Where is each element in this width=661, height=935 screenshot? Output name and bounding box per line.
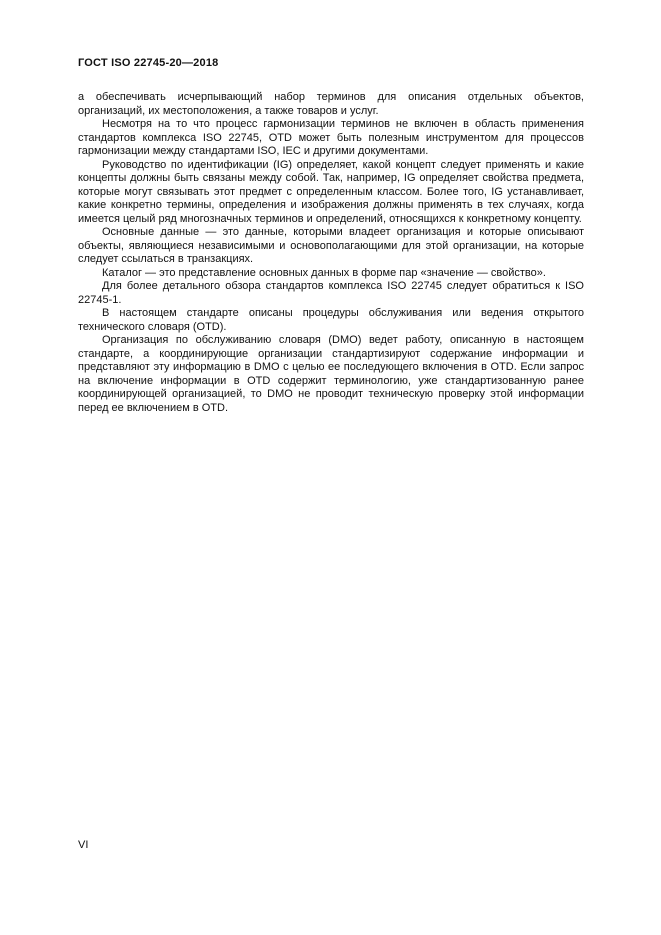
paragraph: Для более детального обзора стандартов комплекса ISO 22745 следует обратиться к ISO 22745-1.	[78, 280, 584, 306]
paragraph-continuation: а обеспечивать исчерпывающий набор терминов для описания отдельных объектов, организаций, их местоположения, а также товаров и услуг.	[78, 91, 584, 117]
paragraph: Несмотря на то что процесс гармонизации терминов не включен в область применения стандартов комплекса ISO 22745, OTD может быть полезным инструментом для процессов гармонизации между стандартами ISO, IEC и другими документами.	[78, 118, 584, 157]
paragraph: Руководство по идентификации (IG) определяет, какой концепт следует применять и какие концепты должны быть связаны между собой. Так, например, IG определяет свойства предмета, которые могут связывать этот предмет с определенным классом. Более того, IG устанавливает, какие конкретно термины, определения и изображения должны применять в тех случаях, когда имеется целый ряд многозначных терминов и определений, относящихся к конкретному концепту.	[78, 158, 584, 225]
paragraph: В настоящем стандарте описаны процедуры обслуживания или ведения открытого технического словаря (OTD).	[78, 307, 584, 333]
paragraph: Основные данные — это данные, которыми владеет организация и которые описывают объекты, являющиеся независимыми и основополагающими для этой организации, на которые следует ссылаться в транзакциях.	[78, 226, 584, 265]
document-header-standard-number: ГОСТ ISO 22745-20—2018	[78, 57, 219, 69]
paragraph: Организация по обслуживанию словаря (DMO) ведет работу, описанную в настоящем стандарте, а координирующие организации стандартизируют содержание информации и представляют эту информацию в DMO с целью ее последующего включения в OTD. Если запрос на включение информации в OTD содержит терминологию, уже стандартизованную ранее координирующей организацией, то DMO не проводит техническую проверку этой информации перед ее включением в OTD.	[78, 334, 584, 414]
document-body	[78, 91, 584, 415]
paragraph: Каталог — это представление основных данных в форме пар «значение — свойство».	[102, 266, 546, 279]
page-number: VI	[78, 839, 89, 851]
